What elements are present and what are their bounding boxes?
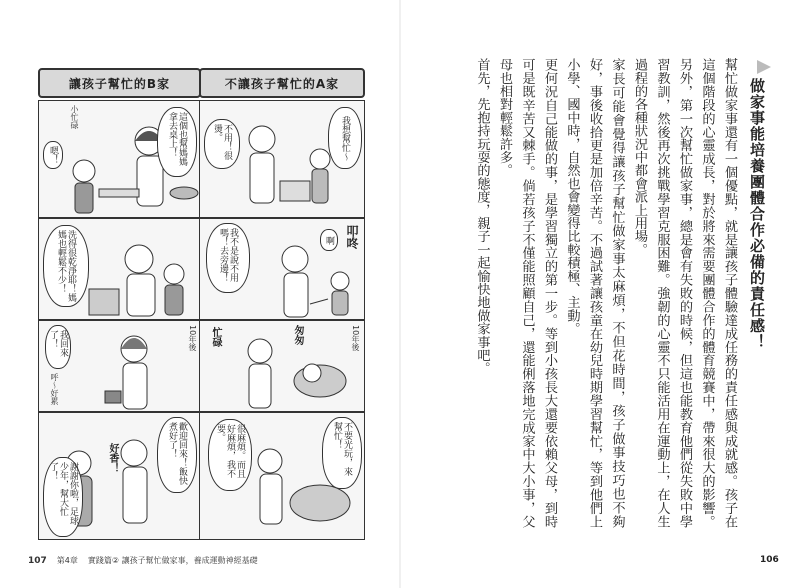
- speech-bubble-mother-b2: 洗得很乾淨耶！媽媽也輕鬆不少！: [43, 225, 89, 307]
- panel-b1: [38, 100, 201, 218]
- sfx-a3-busy: 忙碌: [210, 327, 221, 347]
- speech-bubble-child-b1: 嗯！: [43, 141, 63, 169]
- speech-bubble-mother-a2: 我不是說不用嗎！去旁邊！: [206, 223, 250, 293]
- speech-bubble-father-b4: 謝謝你啦，足球少年，幫大忙了！: [43, 457, 83, 537]
- heading-arrow-icon: [757, 60, 771, 74]
- paragraph-3: 更何況自己能做的事，是學習獨立的第一步。等到小孩長大還要依賴父母，到時可是既辛苦又棘手。倘若孩子不僅能照顧自己，還能俐落地完成家中大小事，父母也相對輕鬆許多。: [497, 58, 557, 528]
- speech-bubble-child-a1: 我想幫忙～: [328, 107, 362, 169]
- panel-a2: [199, 218, 365, 320]
- panel-b3: [38, 320, 201, 412]
- speech-bubble-mother-a1: 不用！很燙。: [204, 119, 240, 169]
- speech-bubble-child-b4: 歡迎回來！飯快煮好了！: [157, 417, 197, 493]
- footer-section: 實踐篇② 讓孩子幫忙做家事，養成運動神經基礎: [87, 556, 258, 565]
- panel-b4: [38, 412, 201, 540]
- caption-b1: 小忙碌: [70, 105, 79, 129]
- speech-bubble-child-b3: 我回來了！: [45, 325, 71, 369]
- speech-bubble-parent-a4: 不要光玩，來幫忙！: [322, 417, 362, 489]
- paragraph-4: 首先，先抱持玩耍的態度，親子一起愉快地做家事吧。: [474, 58, 490, 375]
- section-heading: 做家事能培養團體合作必備的責任感！: [748, 78, 766, 350]
- page-number-right: 106: [760, 555, 779, 565]
- time-label-a3: 10年後: [351, 325, 360, 352]
- footer-left: [28, 555, 258, 566]
- page-gutter: [399, 0, 401, 588]
- column-title-a-family: 不讓孩子幫忙的A家: [199, 68, 365, 98]
- sfx-a2: 叩咚: [345, 225, 359, 249]
- sfx-a3-hurry: 匆匆: [292, 325, 303, 345]
- speech-bubble-child-a4: 很麻煩。而且好麻煩，我不要。: [208, 419, 252, 491]
- speech-bubble-mother-b1: 這個也幫媽媽拿去桌上！: [157, 107, 197, 177]
- panel-a4: [199, 412, 365, 540]
- body-text: [472, 58, 740, 528]
- time-label-b3: 10年後: [188, 325, 197, 352]
- sfx-b4: 好香！: [107, 443, 118, 473]
- column-title-b-family: 讓孩子幫忙的B家: [38, 68, 201, 98]
- panel-a1: [199, 100, 365, 218]
- footer-chapter: 第4章: [56, 556, 78, 565]
- caption-sigh-b3: 呼～好累: [50, 373, 59, 405]
- panel-a3-illustration: [200, 321, 365, 412]
- paragraph-1: 幫忙做家事還有一個優點，就是讓孩子體驗達成任務的責任感與成就感。孩子在這個階段的心靈成長，對於將來需要團體合作的體育競賽中，帶來很大的影響。另外，第一次幫忙做家事，總是會有失敗的時候，但這也能教育他們從失敗中學習教訓，然後再次挑戰學習克服困難。強韌的心靈不只能活用在運動上，在人生過程的各種狀況中都會派上用場。: [632, 58, 737, 528]
- panel-b2: [38, 218, 201, 320]
- paragraph-2: 家長可能會覺得讓孩子幫忙做家事太麻煩，不但花時間，孩子做事技巧也不夠好，事後收拾更是加倍辛苦。不過試著讓孩童在幼兒時期學習幫忙，等到他們上小學、國中時，自然也會變得比較積極、主動。: [564, 58, 625, 528]
- speech-bubble-small-a2: 啊: [320, 229, 338, 251]
- page-number-left: 107: [28, 555, 47, 566]
- panel-a3: [199, 320, 365, 412]
